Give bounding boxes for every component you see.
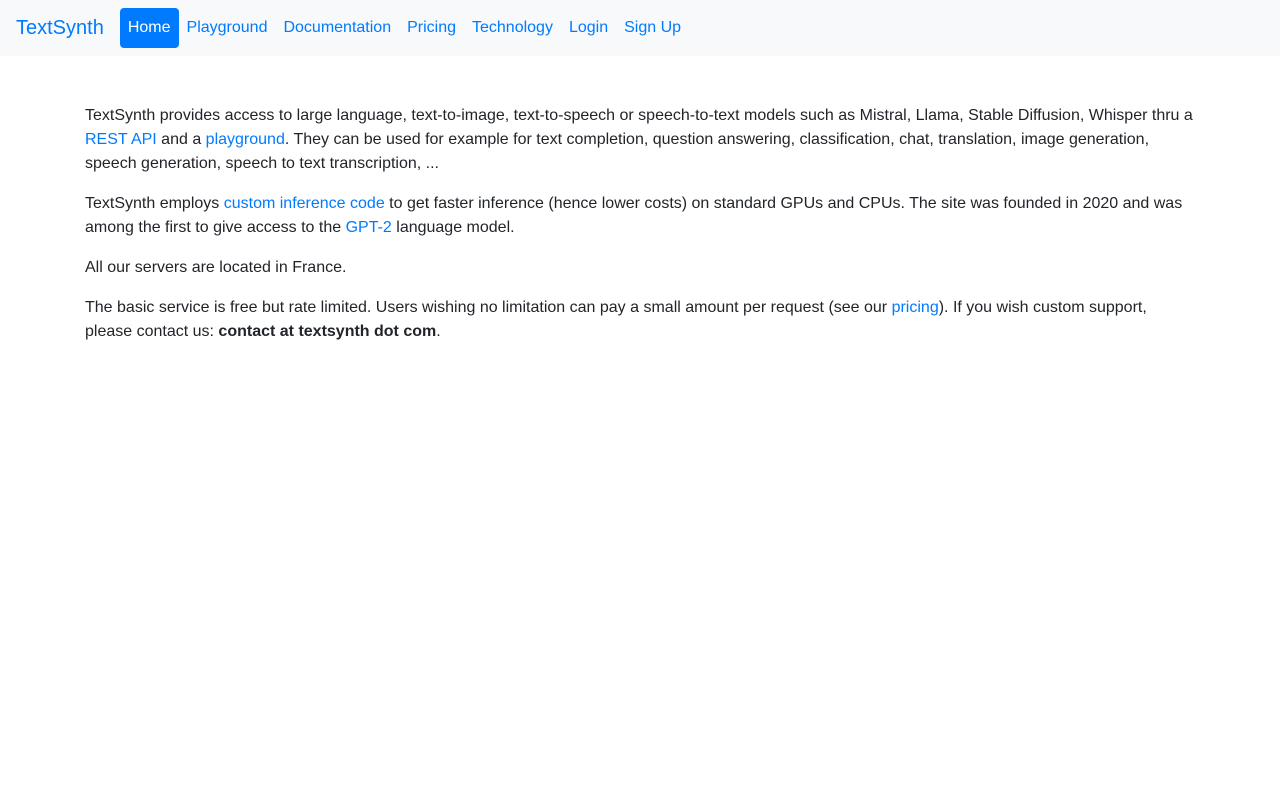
inference-text-3: language model. — [391, 219, 515, 236]
nav-item-technology[interactable]: Technology — [472, 19, 553, 36]
nav-item-login[interactable]: Login — [568, 19, 609, 36]
nav-item-sign-up[interactable]: Sign Up — [624, 19, 682, 36]
top-navbar — [0, 0, 1280, 56]
pricing-text-1: The basic service is free but rate limited. Users wishing no limitation can pay a small amount per request (see our — [85, 299, 892, 316]
contact-email-text: contact at textsynth dot com — [218, 323, 437, 340]
inference-text-1: TextSynth employs — [85, 195, 224, 212]
nav-item-pricing[interactable]: Pricing — [407, 19, 456, 36]
brand-logo-link[interactable]: TextSynth — [16, 17, 104, 39]
intro-text-2: and a — [156, 131, 206, 148]
nav-item-playground[interactable]: Playground — [186, 19, 268, 36]
intro-text-1: TextSynth provides access to large language, text-to-image, text-to-speech or speech-to-text models such as Mistral, Llama, Stable Diffusion, Whisper thru a — [85, 107, 1193, 124]
intro-paragraph — [85, 104, 1195, 176]
inference-text-2: to get faster inference (hence lower costs) on standard GPUs and CPUs. The site was founded in 2020 and was among the first to give access to the — [85, 195, 1183, 236]
nav-item-documentation[interactable]: Documentation — [283, 19, 392, 36]
rest-api-link[interactable]: REST API — [85, 131, 157, 148]
intro-text-3: . They can be used for example for text completion, question answering, classification, chat, translation, image generation, speech generation, speech to text transcription, ... — [85, 131, 1150, 172]
pricing-paragraph — [85, 296, 1195, 344]
playground-link[interactable]: playground — [205, 131, 285, 148]
pricing-text-2: ). If you wish custom support, please contact us: — [85, 299, 1147, 340]
inference-paragraph — [85, 192, 1195, 240]
main-content — [0, 56, 1280, 344]
custom-inference-code-link[interactable]: custom inference code — [223, 195, 385, 212]
servers-paragraph: All our servers are located in France. — [85, 259, 347, 276]
gpt2-link[interactable]: GPT-2 — [345, 219, 392, 236]
nav-item-home[interactable]: Home — [120, 8, 179, 48]
pricing-link[interactable]: pricing — [891, 299, 939, 316]
nav-menu — [120, 8, 689, 48]
pricing-text-3: . — [436, 323, 441, 340]
